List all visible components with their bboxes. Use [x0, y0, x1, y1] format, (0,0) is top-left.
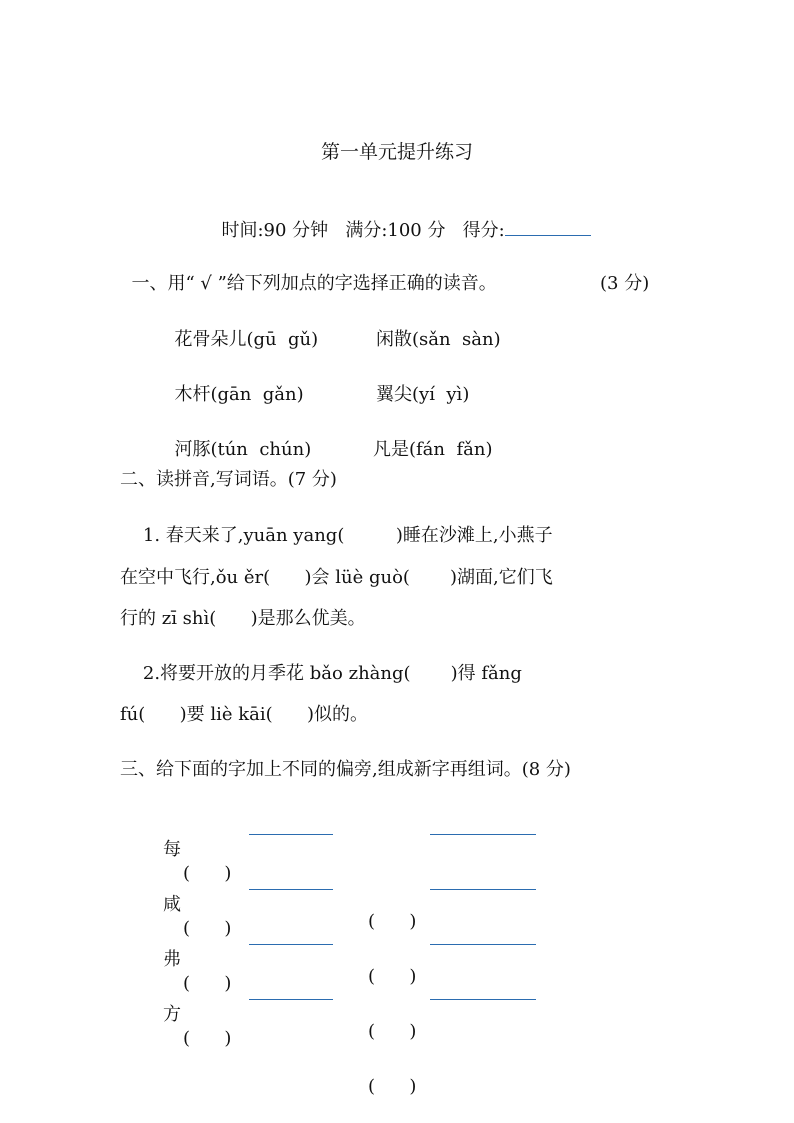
radical-blank[interactable]: ( ): [368, 1021, 417, 1042]
radical-row: [163, 979, 563, 1097]
section1-points: (3 分): [600, 273, 650, 294]
word-blank[interactable]: [249, 926, 333, 945]
section2-line: 在空中飞行,ǒu ěr( )会 lüè guò( )湖面,它们飞: [120, 567, 553, 588]
radical-blank[interactable]: ( ): [183, 863, 232, 884]
full-score-label: 满分:100 分: [345, 220, 446, 241]
radical-blank[interactable]: ( ): [183, 973, 232, 994]
pinyin-row-1: [163, 304, 501, 352]
word-blank[interactable]: [430, 981, 536, 1000]
base-char: 方: [163, 1004, 181, 1025]
pinyin-row-2: [163, 359, 470, 407]
word-blank[interactable]: [249, 981, 333, 1000]
time-label: 时间:90 分钟: [221, 220, 329, 241]
radical-blank[interactable]: ( ): [368, 966, 417, 987]
pinyin-item[interactable]: 河豚(tún chún): [174, 439, 312, 460]
pinyin-row-3: [163, 414, 493, 462]
base-char: 弗: [163, 949, 181, 970]
word-blank[interactable]: [249, 871, 333, 890]
base-char: 咸: [163, 894, 181, 915]
word-blank[interactable]: [430, 926, 536, 945]
radical-row: [163, 869, 563, 987]
section2-line: fú( )要 liè kāi( )似的。: [120, 704, 369, 725]
section2-line: 2.将要开放的月季花 bǎo zhàng( )得 fǎng: [120, 663, 522, 684]
section1-heading-text: 一、用“ √ ”给下列加点的字选择正确的读音。: [131, 273, 497, 294]
radical-blank[interactable]: ( ): [368, 911, 417, 932]
base-char: 每: [163, 839, 181, 860]
pinyin-item[interactable]: 木杆(gān gǎn): [174, 384, 304, 405]
radical-row: [163, 814, 563, 932]
page-title: 第一单元提升练习: [320, 141, 473, 163]
word-blank[interactable]: [249, 816, 333, 835]
section1-heading: [120, 248, 650, 296]
radical-blank[interactable]: ( ): [183, 1028, 232, 1049]
word-blank[interactable]: [430, 816, 536, 835]
exam-info: [210, 195, 591, 243]
pinyin-item[interactable]: 凡是(fán fǎn): [373, 439, 493, 460]
score-label: 得分:: [462, 220, 505, 241]
word-blank[interactable]: [430, 871, 536, 890]
pinyin-item[interactable]: 闲散(sǎn sàn): [376, 329, 501, 350]
score-blank[interactable]: [505, 221, 591, 236]
radical-blank[interactable]: ( ): [183, 918, 232, 939]
section2-line: 行的 zī shì( )是那么优美。: [120, 608, 366, 629]
section3-heading: 三、给下面的字加上不同的偏旁,组成新字再组词。(8 分): [120, 759, 571, 780]
pinyin-item[interactable]: 花骨朵儿(gū gǔ): [174, 329, 319, 350]
section2-line: 1. 春天来了,yuān yang( )睡在沙滩上,小燕子: [120, 525, 553, 546]
section2-heading: 二、读拼音,写词语。(7 分): [120, 469, 337, 490]
pinyin-item[interactable]: 翼尖(yí yì): [376, 384, 470, 405]
radical-blank[interactable]: ( ): [368, 1076, 417, 1097]
radical-row: [163, 924, 563, 1042]
